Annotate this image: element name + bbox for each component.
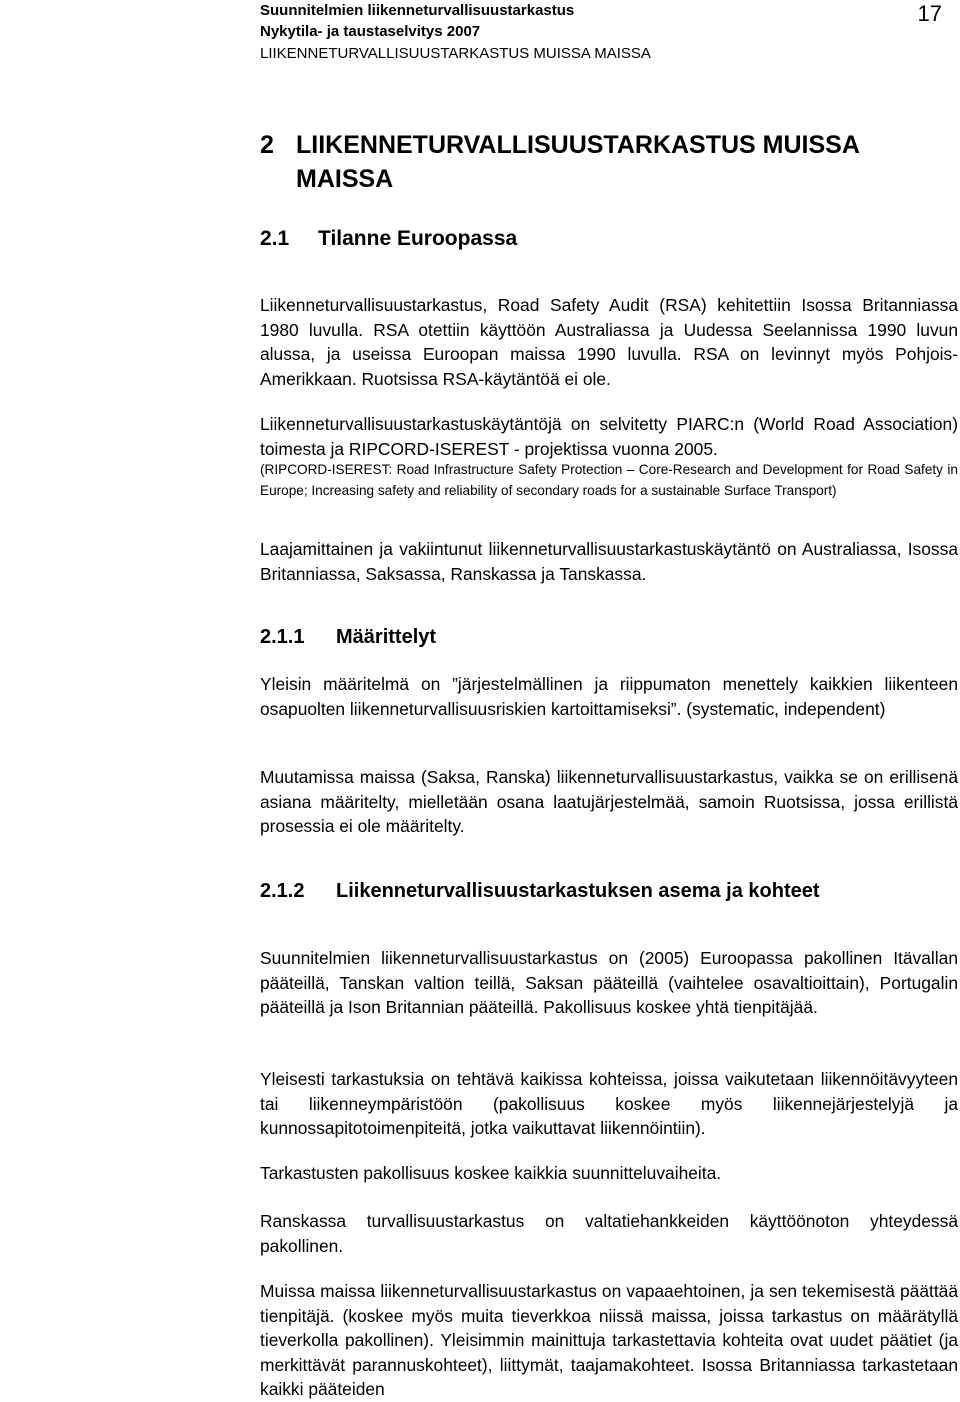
chapter-number: 2	[260, 131, 274, 159]
paragraph-rsa-history: Liikenneturvallisuustarkastus, Road Safety Audit (RSA) kehitettiin Isossa Britanniassa 1980 luvulla. RSA otettiin käyttöön Australiassa ja Uudessa Seelannissa 1990 luvun alussa, ja useissa Euroopan maissa 1990 luvulla. RSA on levinnyt myös Pohjois-Amerikkaan. Ruotsissa RSA-käytäntöä ei ole.	[260, 295, 958, 389]
paragraph-piarc: Liikenneturvallisuustarkastuskäytäntöjä on selvitetty PIARC:n (World Road Association) toimesta ja RIPCORD-ISEREST - projektissa vuonna 2005.	[260, 414, 958, 459]
header-chapter-title: LIIKENNETURVALLISUUSTARKASTUS MUISSA MAISSA	[260, 45, 651, 62]
header-document-title: Suunnitelmien liikenneturvallisuustarkastus	[260, 2, 575, 19]
paragraph-ripcord-note: (RIPCORD-ISEREST: Road Infrastructure Safety Protection – Core-Research and Development for Road Safety in Europe; Increasing safety and reliability of secondary roads for a sustainable Surface Transport)	[260, 462, 958, 498]
chapter-title-line2: MAISSA	[296, 165, 394, 193]
header-report-subtitle: Nykytila- ja taustaselvitys 2007	[260, 23, 481, 40]
subsection-heading-status	[260, 877, 820, 905]
section-heading	[260, 225, 517, 253]
subsection-number: 2.1.1	[260, 626, 305, 648]
subsection-title: Liikenneturvallisuustarkastuksen asema ja kohteet	[336, 880, 820, 902]
paragraph-general-targets: Yleisesti tarkastuksia on tehtävä kaikissa kohteissa, joissa vaikutetaan liikennöitävyyteen tai liikenneympäristöön (pakollisuus koskee myös liikennejärjestelyjä ja kunnossapitotoimenpiteitä, jotka vaikuttavat liikennöintiin).	[260, 1069, 958, 1138]
paragraph-mandatory-countries: Suunnitelmien liikenneturvallisuustarkastus on (2005) Euroopassa pakollinen Itävallan pääteillä, Tanskan valtion teillä, Saksan pääteillä (vaihtelee osavaltioittain), Portugalin pääteillä ja Ison Britannian pääteillä. Pakollisuus koskee yhtä tienpitäjää.	[260, 948, 958, 1017]
section-title: Tilanne Euroopassa	[318, 227, 518, 250]
page-number: 17	[917, 1, 942, 26]
chapter-heading	[260, 128, 860, 196]
paragraph-voluntary-countries: Muissa maissa liikenneturvallisuustarkastus on vapaaehtoinen, ja sen tekemisestä päättää tienpitäjä. (koskee myös muita tieverkkoa niissä maissa, joissa tarkastus on määrätyllä tieverkolla pakollinen). Yleisimmin mainittuja tarkastettavia kohteita ovat uudet päätiet (ja merkittävät parannuskohteet), liittymät, taajamakohteet. Isossa Britanniassa tarkastetaan kaikki pääteiden	[260, 1281, 958, 1399]
chapter-title-line1: LIIKENNETURVALLISUUSTARKASTUS MUISSA	[296, 131, 860, 159]
section-number: 2.1	[260, 227, 290, 250]
paragraph-france: Ranskassa turvallisuustarkastus on valtatiehankkeiden käyttöönoton yhteydessä pakollinen.	[260, 1211, 958, 1256]
subsection-title: Määrittelyt	[336, 626, 437, 648]
paragraph-established-countries: Laajamittainen ja vakiintunut liikenneturvallisuustarkastuskäytäntö on Australiassa, Isossa Britanniassa, Saksassa, Ranskassa ja Tanskassa.	[260, 539, 958, 584]
subsection-heading-definitions	[260, 623, 436, 651]
paragraph-design-phases: Tarkastusten pakollisuus koskee kaikkia suunnitteluvaiheita.	[260, 1163, 722, 1183]
paragraph-definition: Yleisin määritelmä on ”järjestelmällinen ja riippumaton menettely kaikkien liikenteen osapuolten liikenneturvallisuusriskien kartoittamiseksi”. (systematic, independent)	[260, 674, 958, 719]
paragraph-other-countries: Muutamissa maissa (Saksa, Ranska) liikenneturvallisuustarkastus, vaikka se on erillisenä asiana määritelty, mielletään osana laatujärjestelmää, samoin Ruotsissa, jossa erillistä prosessia ei ole määritelty.	[260, 767, 958, 836]
subsection-number: 2.1.2	[260, 880, 305, 902]
